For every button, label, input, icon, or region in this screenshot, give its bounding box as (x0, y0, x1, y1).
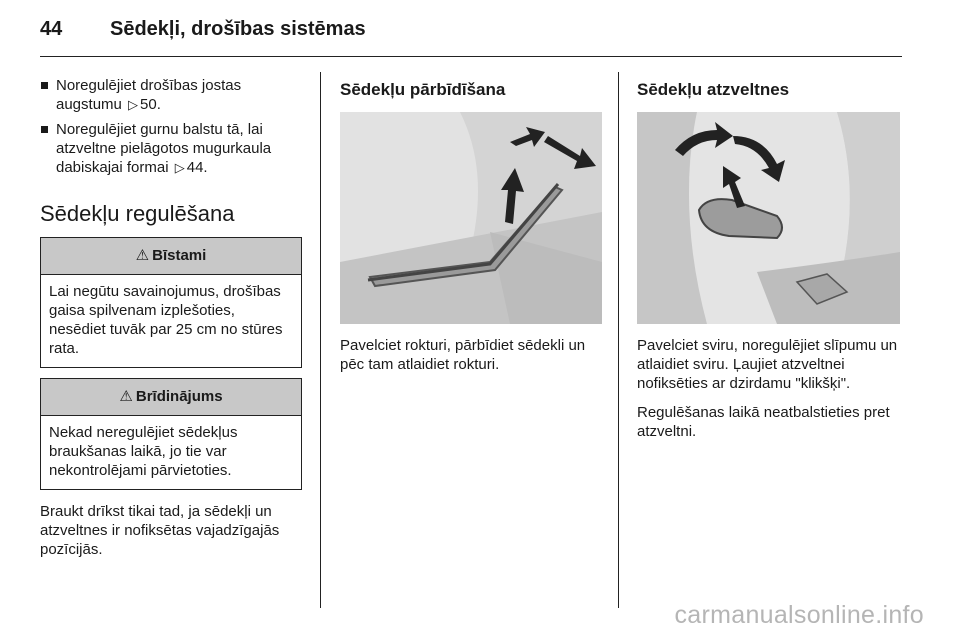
column-left (40, 72, 302, 569)
page-ref: 44. (186, 159, 208, 176)
header-divider (40, 56, 902, 57)
arrow-ref-icon: ▷ (174, 160, 185, 175)
body-paragraph: Braukt drīkst tikai tad, ja sēdekļi un atzveltnes ir nofiksētas vajadzīgajās pozīcijās. (40, 503, 280, 558)
seat-backrest-lever-illustration (637, 112, 900, 324)
warning-body: Nekad neregulējiet sēdekļus braukšanas laikā, jo tie var nekontrolējami pārvietoties. (49, 424, 238, 479)
body-paragraph: Regulēšanas laikā neatbalstieties pret atzveltni. (637, 404, 890, 440)
column-middle (340, 72, 602, 384)
danger-box (40, 237, 302, 368)
page-ref: 50. (140, 96, 161, 113)
danger-title: Bīstami (152, 247, 207, 264)
bullet-list (40, 76, 302, 177)
seat-slide-lever-illustration (340, 112, 602, 324)
page-title: Sēdekļi, drošības sistēmas (110, 18, 366, 40)
list-item-text: Noregulējiet drošības jostas augstumu (56, 77, 242, 113)
section-heading: Sēdekļu atzveltnes (637, 80, 790, 99)
column-right (637, 72, 900, 451)
warning-triangle-icon: ⚠ (135, 247, 150, 264)
page-number: 44 (40, 18, 63, 40)
warning-box (40, 378, 302, 490)
page-header (40, 18, 366, 41)
body-paragraph: Pavelciet rokturi, pārbīdiet sēdekli un pēc tam atlaidiet rokturi. (340, 337, 586, 373)
column-divider (320, 72, 321, 608)
section-heading: Sēdekļu pārbīdīšana (340, 80, 506, 99)
arrow-ref-icon: ▷ (128, 97, 139, 112)
body-paragraph: Pavelciet sviru, noregulējiet slīpumu un atlaidiet sviru. Ļaujiet atzveltnei nofiksēties ar dzirdamu "klikšķi". (637, 337, 898, 392)
warning-title: Brīdinājums (135, 388, 223, 405)
section-heading: Sēdekļu regulēšana (40, 201, 235, 226)
danger-box-header (41, 238, 301, 275)
list-item-text: Noregulējiet gurnu balstu tā, lai atzveltne pielāgotos mugurkaula dabiskajai formai (56, 121, 272, 176)
watermark: carmanualsonline.info (674, 601, 924, 629)
list-item (40, 76, 302, 114)
warning-box-header (41, 379, 301, 416)
column-divider (618, 72, 619, 608)
list-item (40, 120, 302, 177)
danger-body: Lai negūtu savainojumus, drošības gaisa spilvenam izplešoties, nesēdiet tuvāk par 25 cm no stūres rata. (49, 283, 283, 357)
warning-triangle-icon: ⚠ (119, 388, 133, 405)
